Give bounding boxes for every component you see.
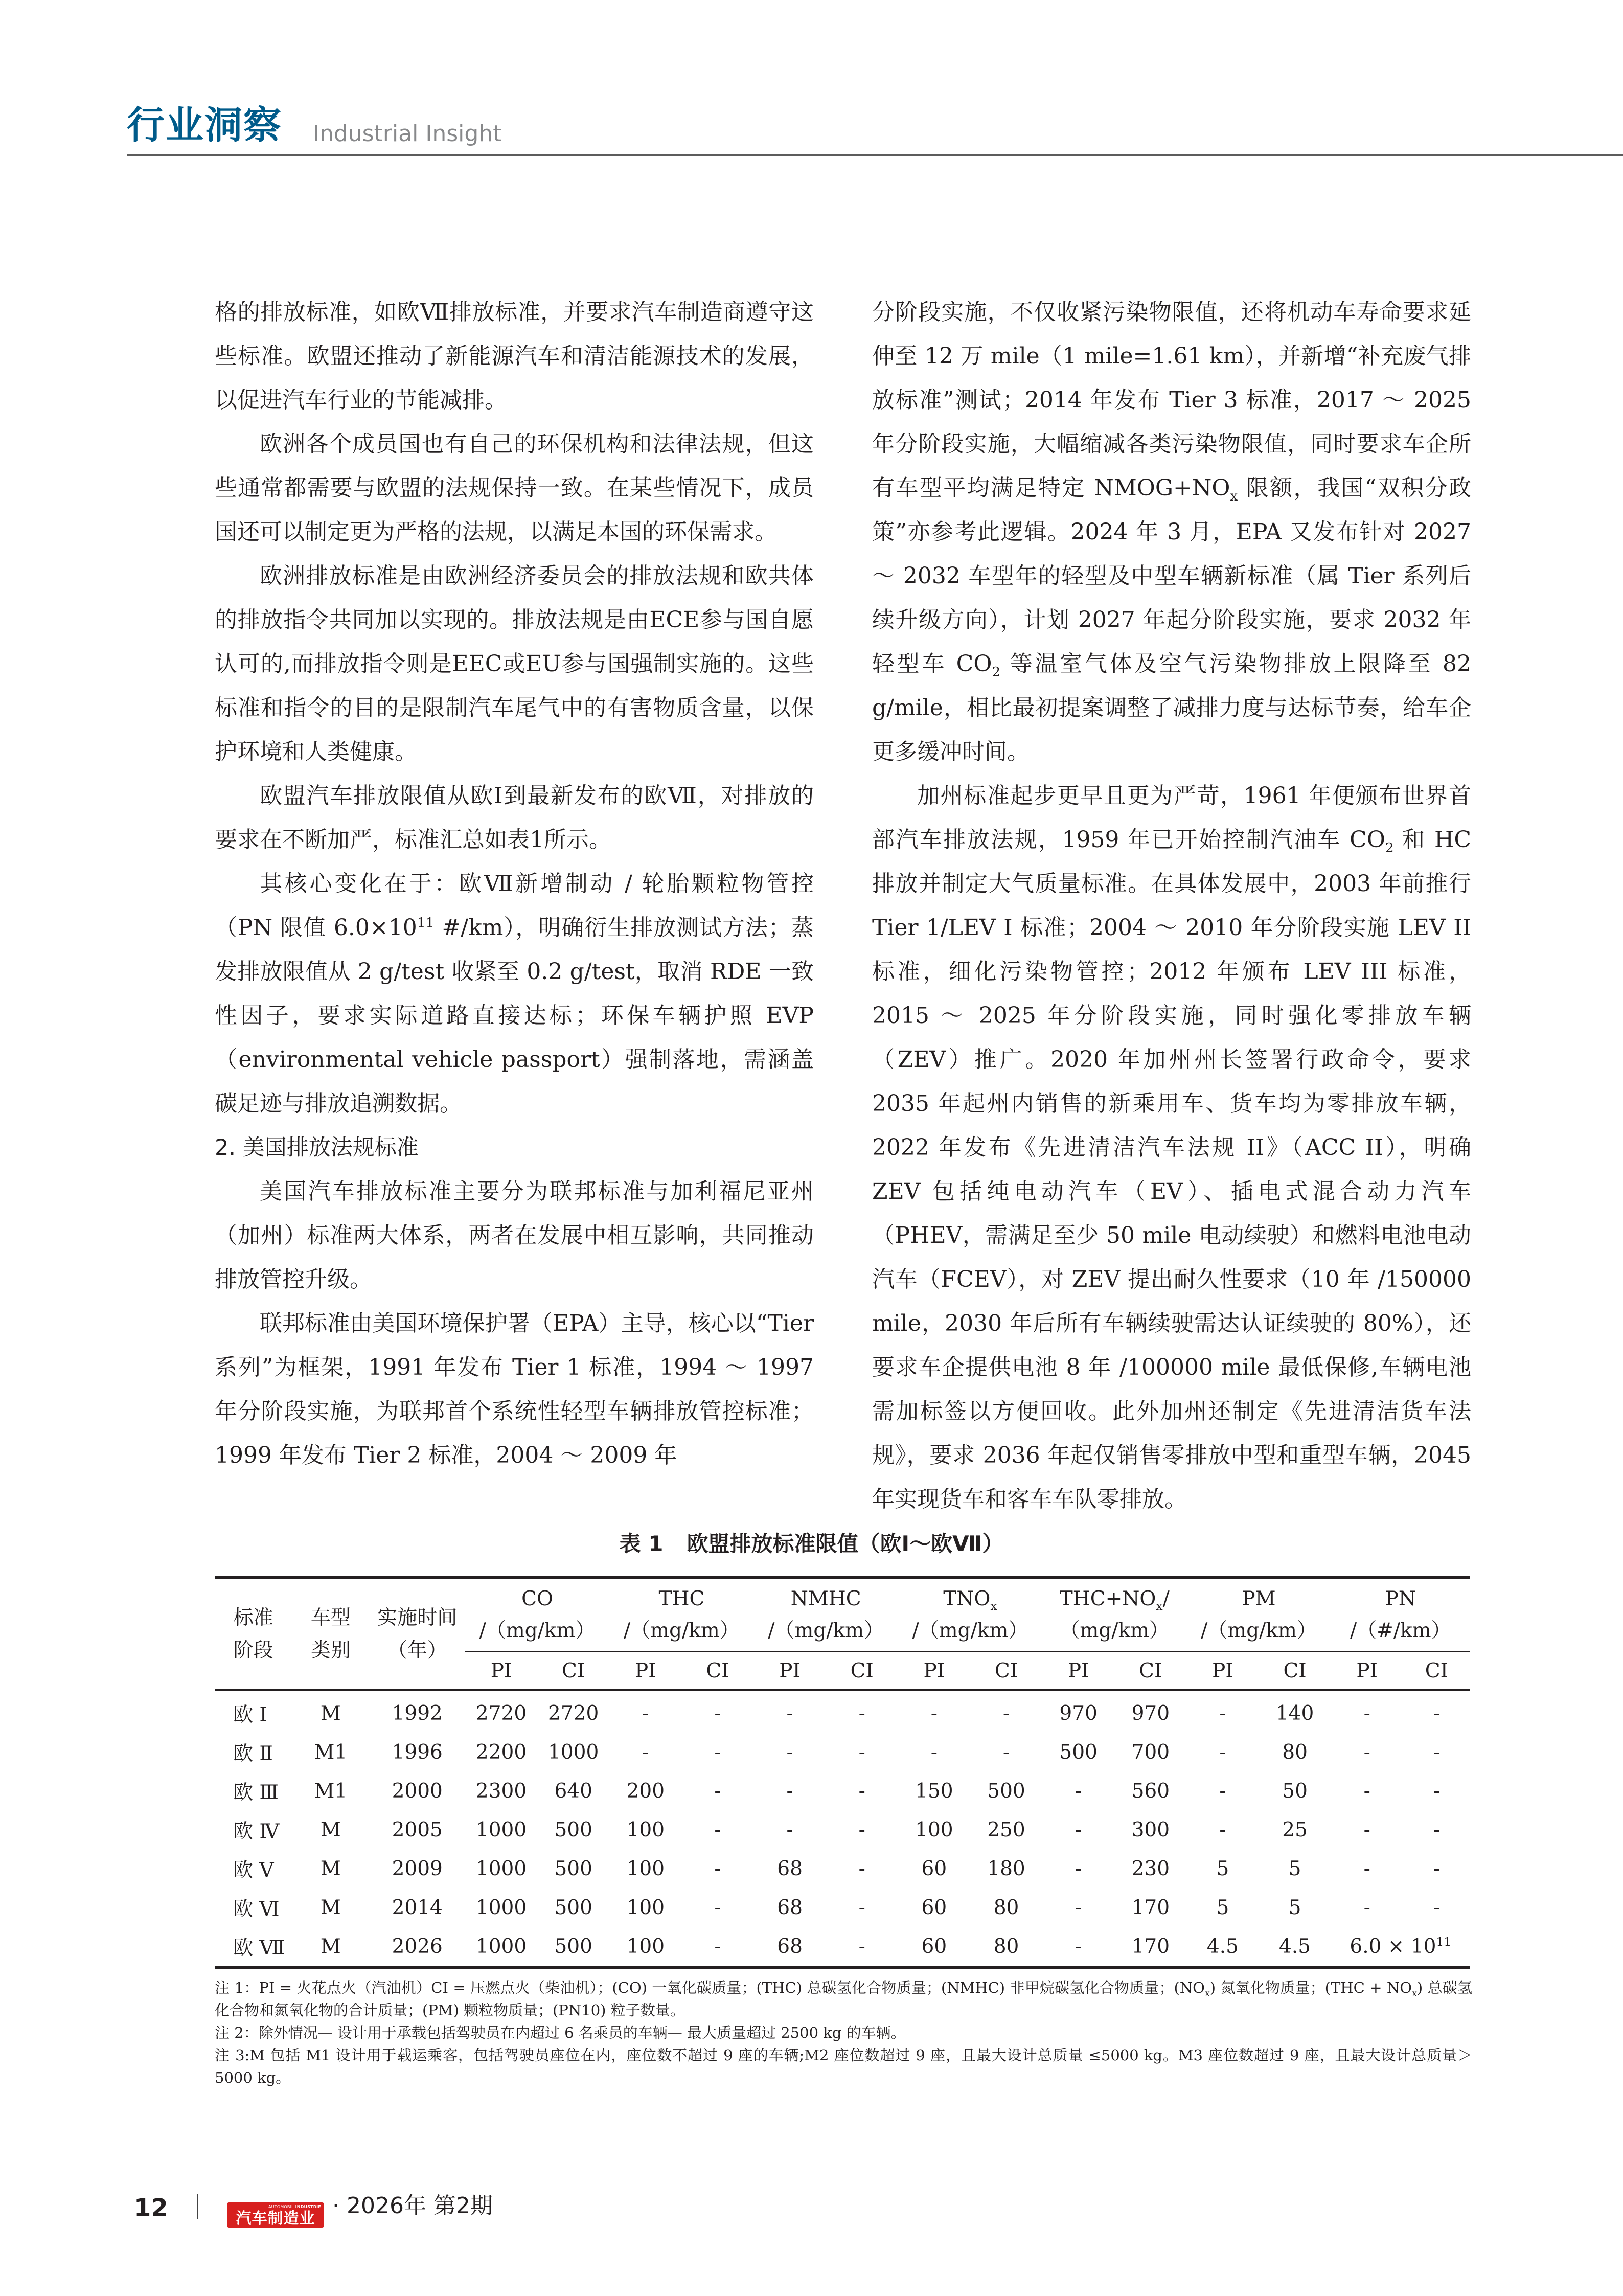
cell-year: 2009 (392, 1857, 443, 1880)
cell-year: 1992 (392, 1701, 443, 1725)
cell-value: - (642, 1740, 649, 1764)
section-subtitle: Industrial Insight (313, 121, 502, 147)
cell-stage: 欧 Ⅱ (233, 1742, 273, 1765)
paragraph (215, 862, 814, 1126)
cell-value: - (930, 1701, 938, 1725)
table-header-row (215, 1578, 1470, 1652)
cell-value: 200 (626, 1779, 665, 1803)
cell-value: 2720 (548, 1701, 599, 1725)
paragraph: 联邦标准由美国环境保护署（EPA）主导，核心以“Tier 系列”为框架，1991 年发布 Tier 1 标准，1994 ～ 1997 年分阶段实施，为联邦首个系统性轻型车辆排放管控标准；1999 年发布 Tier 2 标准，2004 ～ 2009 年 (215, 1310, 814, 1468)
subscript: 2 (992, 664, 1001, 680)
header-co: CO /（mg/km） (465, 1578, 609, 1652)
cell-value: - (714, 1818, 721, 1842)
cell-value: - (1433, 1857, 1440, 1880)
cell-value: - (1219, 1779, 1226, 1803)
cell-stage: 欧 Ⅲ (233, 1781, 279, 1804)
cell-value: - (786, 1740, 793, 1764)
cell-value: - (1002, 1740, 1010, 1764)
header-ci: CI (826, 1652, 898, 1690)
cell-value: 700 (1131, 1740, 1170, 1764)
cell-value: 5 (1216, 1857, 1229, 1880)
header-pi: PI (1186, 1652, 1259, 1690)
cell-value: - (1433, 1896, 1440, 1919)
cell-year: 2005 (392, 1818, 443, 1842)
cell-value: - (714, 1701, 721, 1725)
table-number: 表 1 (619, 1531, 664, 1556)
cell-value: 2200 (475, 1740, 527, 1764)
note-2: 注 2：除外情况— 设计用于承载包括驾驶员在内超过 6 名乘员的车辆— 最大质量超过 2500 kg 的车辆。 (215, 2024, 906, 2041)
table-notes (215, 1976, 1472, 2089)
table-row (215, 1888, 1470, 1927)
cell-value: - (714, 1857, 721, 1880)
cell-value: 2720 (475, 1701, 527, 1725)
cell-vehicle-type: M1 (314, 1740, 348, 1764)
cell-value: 80 (970, 1927, 1042, 1968)
cell-stage: 欧 Ⅰ (233, 1703, 267, 1726)
header-ci: CI (1403, 1652, 1470, 1690)
cell-value: 68 (777, 1857, 803, 1880)
cell-value: 970 (1131, 1701, 1170, 1725)
cell-value: 170 (1131, 1896, 1170, 1919)
cell-pn-value: $6.0 \times 10^{11}$ (1331, 1927, 1470, 1968)
cell-value: 100 (626, 1818, 665, 1842)
paragraph: 欧洲各个成员国也有自己的环保机构和法律法规，但这些通常都需要与欧盟的法规保持一致。在某些情况下，成员国还可以制定更为严格的法规，以满足本国的环保需求。 (215, 431, 814, 545)
cell-value: 1000 (548, 1740, 599, 1764)
right-column (872, 290, 1471, 1521)
footer-separator (197, 2194, 198, 2219)
cell-value: - (1363, 1857, 1370, 1880)
cell-year: 2014 (392, 1896, 443, 1919)
text-run: 分阶段实施，不仅收紧污染物限值，还将机动车寿命要求延伸至 12 万 mile（1 mile=1.61 km），并新增“补充废气排放标准”测试；2014 年发布 Tier 3 标准，2017 ～ 2025 年分阶段实施，大幅缩减各类污染物限值，同时要求车企所有车型平均满足特定 NMOG+NO (872, 299, 1471, 501)
table-row (215, 1733, 1470, 1771)
cell-value: - (1433, 1818, 1440, 1842)
table-title: 欧盟排放标准限值（欧Ⅰ～欧Ⅶ） (687, 1531, 1004, 1556)
cell-value: - (1433, 1701, 1440, 1725)
header-pm: PM /（mg/km） (1186, 1578, 1331, 1652)
table-row (215, 1810, 1470, 1849)
cell-value: 500 (1059, 1740, 1098, 1764)
paragraph: 欧盟汽车排放限值从欧Ⅰ到最新发布的欧Ⅶ，对排放的要求在不断加严，标准汇总如表1所示。 (215, 783, 814, 853)
cell-value: 60 (898, 1927, 970, 1968)
cell-stage: 欧 Ⅴ (233, 1859, 274, 1882)
cell-value: - (1433, 1779, 1440, 1803)
cell-value: 100 (626, 1896, 665, 1919)
cell-value: - (1363, 1740, 1370, 1764)
note-1: 注 1：PI = 火花点火（汽油机）CI = 压燃点火（柴油机）；(CO) 一氧化碳质量；(THC) 总碳氢化合物质量；(NMHC) 非甲烷碳氢化合物质量；$(NO_x)$ 氮氧化物质量；$(THC + NO_x)$ 总碳氢化合物和氮氧化物的合计质量；(PM) 颗粒物质量；(PN10) 粒子数量。 (215, 1979, 1472, 2019)
cell-value: 1000 (475, 1857, 527, 1880)
cell-value: - (1075, 1857, 1082, 1880)
cell-vehicle-type: M (320, 1701, 341, 1725)
text-run: #/km），明确衍生排放测试方法；蒸发排放限值从 2 g/test 收紧至 0.2 g/test，取消 RDE 一致性因子，要求实际道路直接达标；环保车辆护照 EVP（environmental vehicle passport）强制落地，需涵盖碳足迹与排放追溯数据。 (215, 915, 814, 1117)
header-divider (127, 154, 1623, 156)
cell-value: 68 (777, 1896, 803, 1919)
cell-value: 170 (1114, 1927, 1186, 1968)
logo-chinese: 汽车制造业 (236, 2210, 315, 2227)
page-number: 12 (134, 2194, 168, 2222)
cell-value: - (714, 1896, 721, 1919)
cell-value: 1000 (465, 1927, 537, 1968)
cell-value: 640 (554, 1779, 592, 1803)
cell-value: 180 (987, 1857, 1025, 1880)
header-thc: THC /（mg/km） (609, 1578, 753, 1652)
cell-value: 80 (1282, 1740, 1308, 1764)
text-run: 限额，我国“双积分政策”亦参考此逻辑。2024 年 3 月，EPA 又发布针对 2027 ～ 2032 车型年的轻型及中型车辆新标准（属 Tier 系列后续升级方向），计划 2027 年起分阶段实施，要求 2032 年轻型车 CO (872, 475, 1472, 677)
header-pi: PI (754, 1652, 826, 1690)
cell-vehicle-type: M (320, 1857, 341, 1880)
cell-value: 100 (915, 1818, 953, 1842)
paragraph: 美国汽车排放标准主要分为联邦标准与加利福尼亚州（加州）标准两大体系，两者在发展中相互影响，共同推动排放管控升级。 (215, 1178, 814, 1292)
cell-value: 5 (1288, 1896, 1301, 1919)
emission-standards-table (215, 1576, 1470, 1969)
paragraph: 格的排放标准，如欧Ⅶ排放标准，并要求汽车制造商遵守这些标准。欧盟还推动了新能源汽车和清洁能源技术的发展，以促进汽车行业的节能减排。 (215, 299, 814, 413)
cell-value: 4.5 (1186, 1927, 1259, 1968)
cell-value: 500 (987, 1779, 1025, 1803)
cell-value: - (1042, 1927, 1114, 1968)
header-ci: CI (1114, 1652, 1186, 1690)
header-pi: PI (1042, 1652, 1114, 1690)
cell-value: 140 (1275, 1701, 1314, 1725)
cell-value: 60 (921, 1857, 947, 1880)
paragraph (872, 774, 1471, 1521)
cell-value: 1000 (475, 1818, 527, 1842)
cell-value: - (858, 1779, 865, 1803)
paragraph (872, 290, 1471, 774)
cell-value: 150 (915, 1779, 953, 1803)
cell-value: 230 (1131, 1857, 1170, 1880)
left-column (215, 290, 814, 1477)
text-run: 和 HC 排放并制定大气质量标准。在具体发展中，2003 年前推行 Tier 1/LEV I 标准；2004 ～ 2010 年分阶段实施 LEV II 标准，细化污染物管控；2012 年颁布 LEV III 标准，2015 ～ 2025 年分阶段实施，同时强化零排放车辆（ZEV）推广。2020 年加州州长签署行政命令，要求 2035 年起州内销售的新乘用车、货车均为零排放车辆，2022 年发布《先进清洁汽车法规 II》（ACC II），明确 ZEV 包括纯电动汽车（EV）、插电式混合动力汽车（PHEV，需满足至少 50 mile 电动续驶）和燃料电池电动汽车（FCEV），对 ZEV 提出耐久性要求（10 年 /150000 mile，2030 年后所有车辆续驶需达认证续驶的 80%），还要求车企提供电池 8 年 /100000 mile 最低保修,车辆电池需加标签以方便回收。此外加州还制定《先进清洁货车法规》，要求 2036 年起仅销售零排放中型和重型车辆，2045 年实现货车和客车车队零排放。 (872, 827, 1471, 1512)
cell-value: 500 (537, 1927, 609, 1968)
issue-info: · 2026年 第2期 (332, 2193, 493, 2219)
header-tnox: $TNO_x$ /（mg/km） (898, 1578, 1042, 1652)
cell-value: - (681, 1927, 753, 1968)
cell-value: 50 (1282, 1779, 1308, 1803)
cell-value: 5 (1288, 1857, 1301, 1880)
cell-value: - (1363, 1818, 1370, 1842)
cell-value: - (858, 1740, 865, 1764)
cell-value: - (786, 1779, 793, 1803)
magazine-logo (227, 2202, 324, 2228)
cell-value: 60 (921, 1896, 947, 1919)
header-nmhc: NMHC /（mg/km） (754, 1578, 898, 1652)
cell-value: 300 (1131, 1818, 1170, 1842)
superscript: 11 (417, 915, 435, 931)
cell-value: - (858, 1701, 865, 1725)
section-title: 行业洞察 (127, 103, 282, 147)
cell-value: - (1075, 1896, 1082, 1919)
cell-value: - (714, 1740, 721, 1764)
cell-value: 250 (987, 1818, 1025, 1842)
cell-value: 68 (754, 1927, 826, 1968)
cell-value: 4.5 (1259, 1927, 1331, 1968)
header-ci: CI (970, 1652, 1042, 1690)
header-pi: PI (898, 1652, 970, 1690)
cell-value: 25 (1282, 1818, 1308, 1842)
cell-value: - (1363, 1896, 1370, 1919)
cell-value: 500 (554, 1857, 592, 1880)
cell-value: - (714, 1779, 721, 1803)
cell-year: 2000 (392, 1779, 443, 1803)
header-year: 实施时间 （年） (369, 1578, 465, 1690)
cell-vehicle-type: M1 (314, 1779, 348, 1803)
header-vehicle-type: 车型 类别 (292, 1578, 369, 1690)
table-row (215, 1771, 1470, 1810)
table-row (215, 1849, 1470, 1888)
header-ci: CI (1259, 1652, 1331, 1690)
cell-value: 100 (626, 1857, 665, 1880)
table-row (215, 1690, 1470, 1733)
cell-value: - (858, 1896, 865, 1919)
cell-stage: 欧 Ⅳ (233, 1820, 280, 1843)
cell-value: - (642, 1701, 649, 1725)
header-ci: CI (681, 1652, 753, 1690)
text-run: 加州标准起步更早且更为严苛，1961 年便颁布世界首部汽车排放法规，1959 年已开始控制汽油车 CO (872, 783, 1471, 853)
cell-year: 2026 (369, 1927, 465, 1968)
cell-value: 80 (993, 1896, 1019, 1919)
table-caption (0, 1529, 1623, 1559)
cell-value: - (1363, 1701, 1370, 1725)
cell-vehicle-type: M (320, 1896, 341, 1919)
cell-value: - (1075, 1779, 1082, 1803)
cell-value: 2300 (475, 1779, 527, 1803)
cell-value: - (1219, 1701, 1226, 1725)
subscript: 2 (1385, 839, 1394, 856)
cell-value: - (1219, 1818, 1226, 1842)
cell-value: - (1219, 1740, 1226, 1764)
cell-value: - (1075, 1818, 1082, 1842)
cell-value: - (826, 1927, 898, 1968)
cell-value: 560 (1131, 1779, 1170, 1803)
cell-value: 500 (554, 1896, 592, 1919)
cell-value: 970 (1059, 1701, 1098, 1725)
cell-vehicle-type: M (320, 1818, 341, 1842)
cell-value: - (858, 1857, 865, 1880)
header-pi: PI (465, 1652, 537, 1690)
header-ci: CI (537, 1652, 609, 1690)
cell-stage: 欧 Ⅵ (233, 1898, 280, 1921)
cell-value: 500 (554, 1818, 592, 1842)
text-run: 其核心变化在于：欧Ⅶ新增制动 / 轮胎颗粒物管控（PN 限值 6.0×10 (215, 871, 814, 941)
header-pn: PN /（#/km） (1331, 1578, 1470, 1652)
header-pi: PI (1331, 1652, 1403, 1690)
cell-vehicle-type: M (292, 1927, 369, 1968)
cell-value: - (1363, 1779, 1370, 1803)
cell-value: - (858, 1818, 865, 1842)
cell-value: 5 (1216, 1896, 1229, 1919)
cell-stage: 欧 Ⅶ (215, 1927, 292, 1968)
cell-value: - (930, 1740, 938, 1764)
note-3: 注 3:M 包括 M1 设计用于载运乘客，包括驾驶员座位在内，座位数不超过 9 座的车辆;M2 座位数超过 9 座，且最大设计总质量 ≤5000 kg。M3 座位数超过 9 座，且最大设计总质量＞ 5000 kg。 (215, 2047, 1472, 2086)
logo-english: AUTOMOBIL INDUSTRIE (268, 2204, 321, 2209)
paragraph: 欧洲排放标准是由欧洲经济委员会的排放法规和欧共体的排放指令共同加以实现的。排放法规是由ECE参与国自愿认可的,而排放指令则是EEC或EU参与国强制实施的。这些标准和指令的目的是限制汽车尾气中的有害物质含量，以保护环境和人类健康。 (215, 563, 814, 765)
cell-value: 100 (609, 1927, 681, 1968)
table-row (215, 1927, 1470, 1968)
text-run: 等温室气体及空气污染物排放上限降至 82 g/mile，相比最初提案调整了减排力度与达标节奏，给车企更多缓冲时间。 (872, 651, 1471, 765)
cell-value: - (786, 1818, 793, 1842)
cell-value: - (1433, 1740, 1440, 1764)
subscript: x (1230, 488, 1238, 504)
header-stage: 标准 阶段 (215, 1578, 292, 1690)
cell-year: 1996 (392, 1740, 443, 1764)
cell-value: - (1002, 1701, 1010, 1725)
header-thc-nox: $THC+NO_x/$ （mg/km） (1042, 1578, 1186, 1652)
cell-value: 1000 (475, 1896, 527, 1919)
section-heading: 2. 美国排放法规标准 (215, 1135, 419, 1161)
header-pi: PI (609, 1652, 681, 1690)
cell-value: - (786, 1701, 793, 1725)
